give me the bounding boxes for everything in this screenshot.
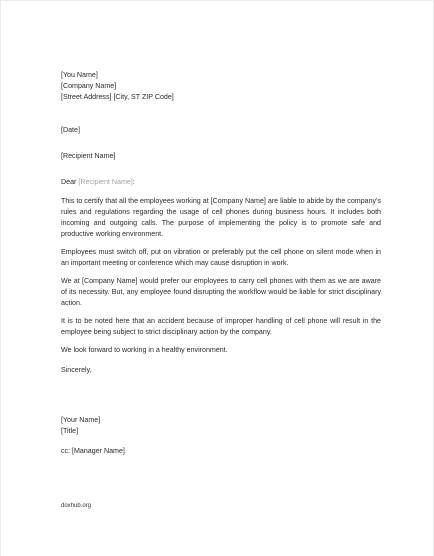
letter-date: [Date] (61, 126, 80, 134)
salutation-recipient: [Recipient Name] (78, 178, 133, 186)
signature-title: [Title] (61, 427, 79, 435)
sender-address: [Street Address] [City, ST ZIP Code] (61, 93, 174, 101)
recipient-name: [Recipient Name] (61, 152, 116, 160)
paragraph-carry-phones: We at [Company Name] would prefer our employees to carry cell phones with them as we are aware of its necessity. But, any employee found disrupting the workflow would be liable for strict disciplinary action. (61, 277, 381, 307)
paragraph-accident: It is to be noted here that an accident because of improper handling of cell phone will result in the employee being subject to strict disciplinary action by the company. (61, 317, 381, 336)
paragraph-switch-off: Employees must switch off, put on vibration or preferably put the cell phone on silent mode when in an important meeting or conference which may cause disruption in work. (61, 248, 381, 267)
signature-name: [Your Name] (61, 416, 101, 424)
sender-company: [Company Name] (61, 82, 117, 90)
salutation-prefix: Dear (61, 178, 79, 186)
closing: Sincerely, (61, 366, 92, 374)
paragraph-certification: This to certify that all the employees working at [Company Name] are liable to abide by the company's rules and regulations regarding the usage of cell phones during business hours. It includes both incoming and outgoing calls. The purpose of implementing the policy is to promote safe and productive working environment. (61, 197, 381, 238)
paragraph-closing-remark: We look forward to working in a healthy environment. (61, 346, 228, 354)
salutation (61, 177, 381, 188)
letter-body (61, 70, 381, 457)
salutation-suffix: : (132, 178, 135, 186)
footer-source: doxhub.org (61, 503, 92, 509)
cc-line: cc: [Manager Name] (61, 447, 125, 455)
sender-name: [You Name] (61, 71, 98, 79)
